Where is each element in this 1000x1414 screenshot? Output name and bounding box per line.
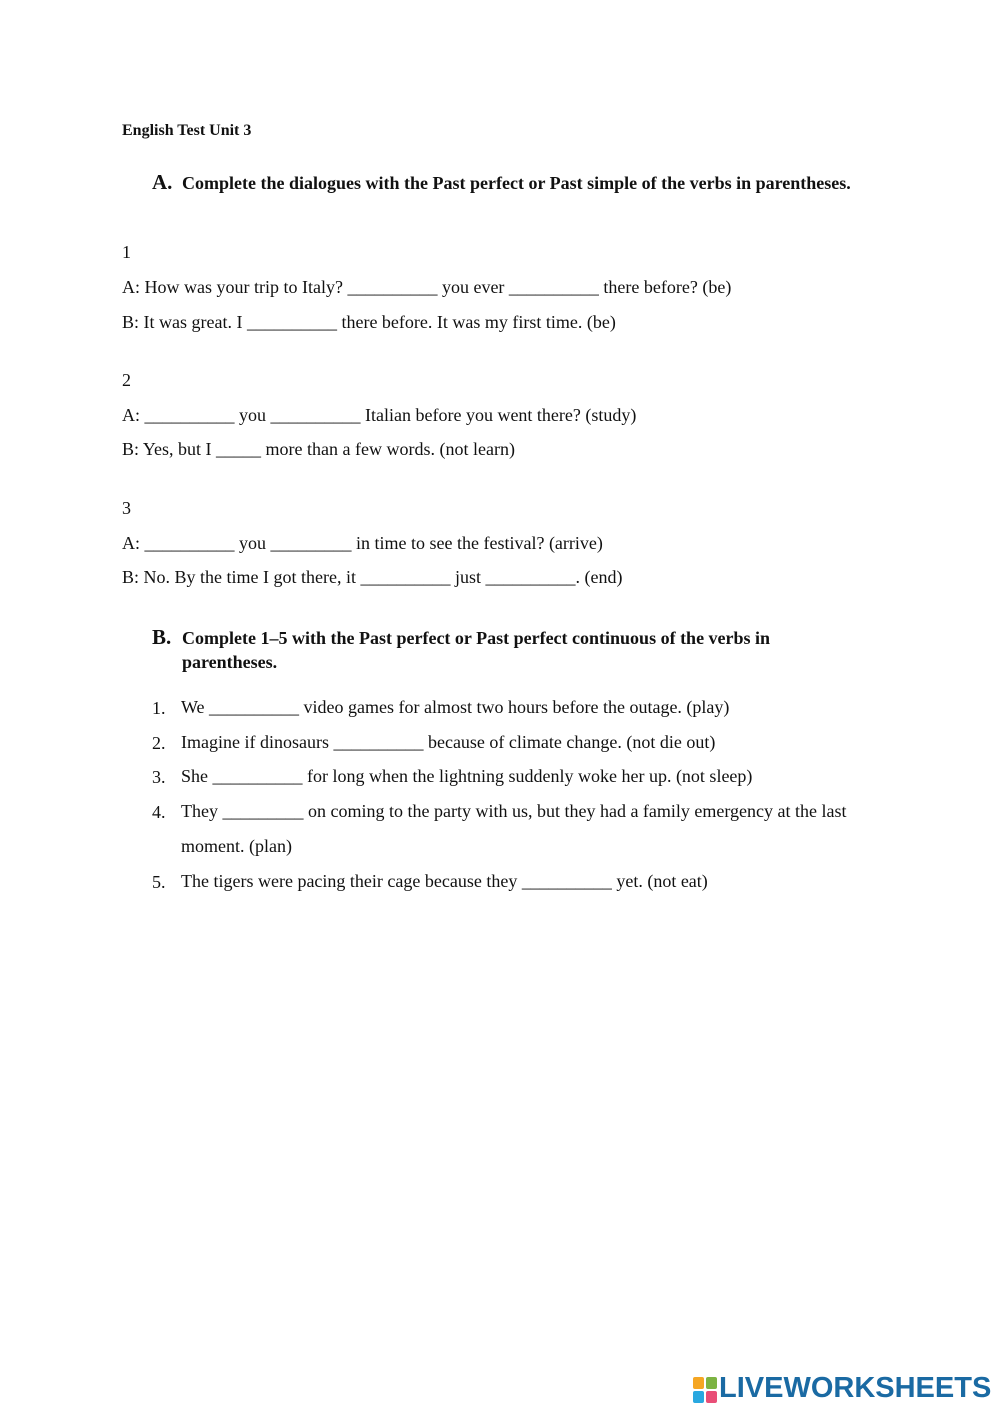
dialogue-1-line-b: B: It was great. I __________ there before. It was my first time. (be) — [122, 312, 616, 332]
section-a-letter: A. — [152, 170, 173, 194]
item-1-text: We __________ video games for almost two hours before the outage. (play) — [181, 697, 730, 717]
dialogue-2-line-b: B: Yes, but I _____ more than a few words. (not learn) — [122, 439, 515, 459]
brand-name: LIVEWORKSHEETS — [719, 1372, 992, 1404]
section-a-instruction: Complete the dialogues with the Past perfect or Past simple of the verbs in parentheses. — [182, 173, 851, 193]
dialogue-1-line-a: A: How was your trip to Italy? __________ you ever __________ there before? (be) — [122, 277, 732, 297]
item-3-number: 3. — [152, 767, 166, 787]
dialogue-1-number: 1 — [122, 242, 131, 262]
dialogue-3-line-a: A: __________ you _________ in time to see the festival? (arrive) — [122, 533, 603, 553]
dialogue-3-number: 3 — [122, 498, 131, 518]
logo-tile-pink — [706, 1391, 717, 1403]
logo-tile-green — [706, 1377, 717, 1389]
logo-tile-orange — [693, 1377, 704, 1389]
dialogue-2-number: 2 — [122, 370, 131, 390]
dialogue-2-line-a: A: __________ you __________ Italian before you went there? (study) — [122, 405, 637, 425]
item-2-text: Imagine if dinosaurs __________ because of climate change. (not die out) — [181, 732, 716, 752]
item-3-text: She __________ for long when the lightning suddenly woke her up. (not sleep) — [181, 766, 753, 786]
page-title: English Test Unit 3 — [122, 122, 252, 139]
liveworksheets-brand — [693, 1374, 993, 1406]
liveworksheets-logo-icon — [693, 1377, 717, 1403]
logo-tile-blue — [693, 1391, 704, 1403]
item-4-text: They _________ on coming to the party with us, but they had a family emergency at the last moment. (plan) — [181, 801, 847, 856]
item-1-number: 1. — [152, 698, 166, 718]
section-b-letter: B. — [152, 625, 172, 649]
item-5-text: The tigers were pacing their cage because they __________ yet. (not eat) — [181, 871, 708, 891]
item-4-number: 4. — [152, 802, 166, 822]
item-2-number: 2. — [152, 733, 166, 753]
section-b-instruction: Complete 1–5 with the Past perfect or Past perfect continuous of the verbs in parentheses. — [182, 628, 771, 672]
dialogue-3-line-b: B: No. By the time I got there, it __________ just __________. (end) — [122, 567, 623, 587]
item-5-number: 5. — [152, 872, 166, 892]
